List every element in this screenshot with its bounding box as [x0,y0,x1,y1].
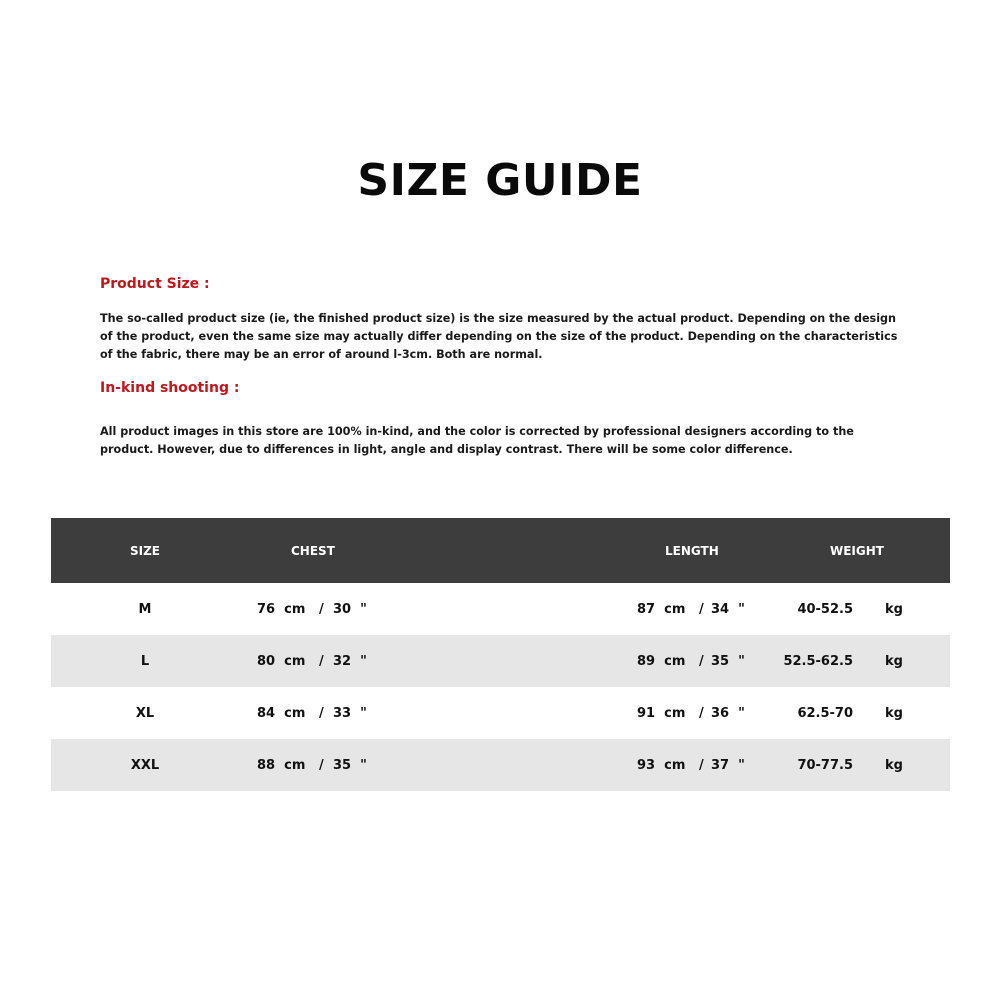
row-length-cm: 91 cm / [637,705,704,721]
row-length-in: 36 " [711,705,745,721]
table-header [51,518,950,583]
row-weight: 62.5-70 [797,705,853,721]
row-chest-cm: 80 cm / [257,653,324,669]
header-length: LENGTH [665,543,719,558]
page-title: SIZE GUIDE [357,155,643,206]
header-weight: WEIGHT [830,543,884,558]
row-weight: 52.5-62.5 [783,653,853,669]
row-size: M [138,601,152,617]
row-chest-in: 35 " [333,757,367,773]
row-weight-unit: kg [885,653,903,669]
row-length-in: 37 " [711,757,745,773]
in-kind-text: All product images in this store are 100% in-kind, and the color is corrected by professional designers according to the product. However, due to differences in light, angle and display contrast. There will be some color difference. [100,425,854,456]
product-size-heading: Product Size : [100,276,210,292]
row-weight: 70-77.5 [797,757,853,773]
row-length-cm: 93 cm / [637,757,704,773]
row-length-in: 34 " [711,601,745,617]
table-row [51,687,950,739]
row-size: XXL [130,757,160,773]
row-weight-unit: kg [885,601,903,617]
row-size: L [140,653,150,669]
table-row [51,583,950,635]
row-weight-unit: kg [885,757,903,773]
row-chest-cm: 88 cm / [257,757,324,773]
row-size: XL [135,705,155,721]
row-weight-unit: kg [885,705,903,721]
row-length-cm: 89 cm / [637,653,704,669]
table-row [51,739,950,791]
product-size-text: The so-called product size (ie, the finished product size) is the size measured by the actual product. Depending on the design of the product, even the same size may actually differ depending on the size of the product. Depending on the characteristics of the fabric, there may be an error of around l-3cm. Both are normal. [100,312,898,361]
row-chest-in: 33 " [333,705,367,721]
header-chest: CHEST [291,543,335,558]
row-chest-cm: 76 cm / [257,601,324,617]
row-chest-in: 32 " [333,653,367,669]
row-length-cm: 87 cm / [637,601,704,617]
row-weight: 40-52.5 [797,601,853,617]
row-length-in: 35 " [711,653,745,669]
row-chest-cm: 84 cm / [257,705,324,721]
row-chest-in: 30 " [333,601,367,617]
in-kind-heading: In-kind shooting : [100,380,240,396]
header-size: SIZE [129,543,160,558]
table-row [51,635,950,687]
size-table [51,518,950,791]
